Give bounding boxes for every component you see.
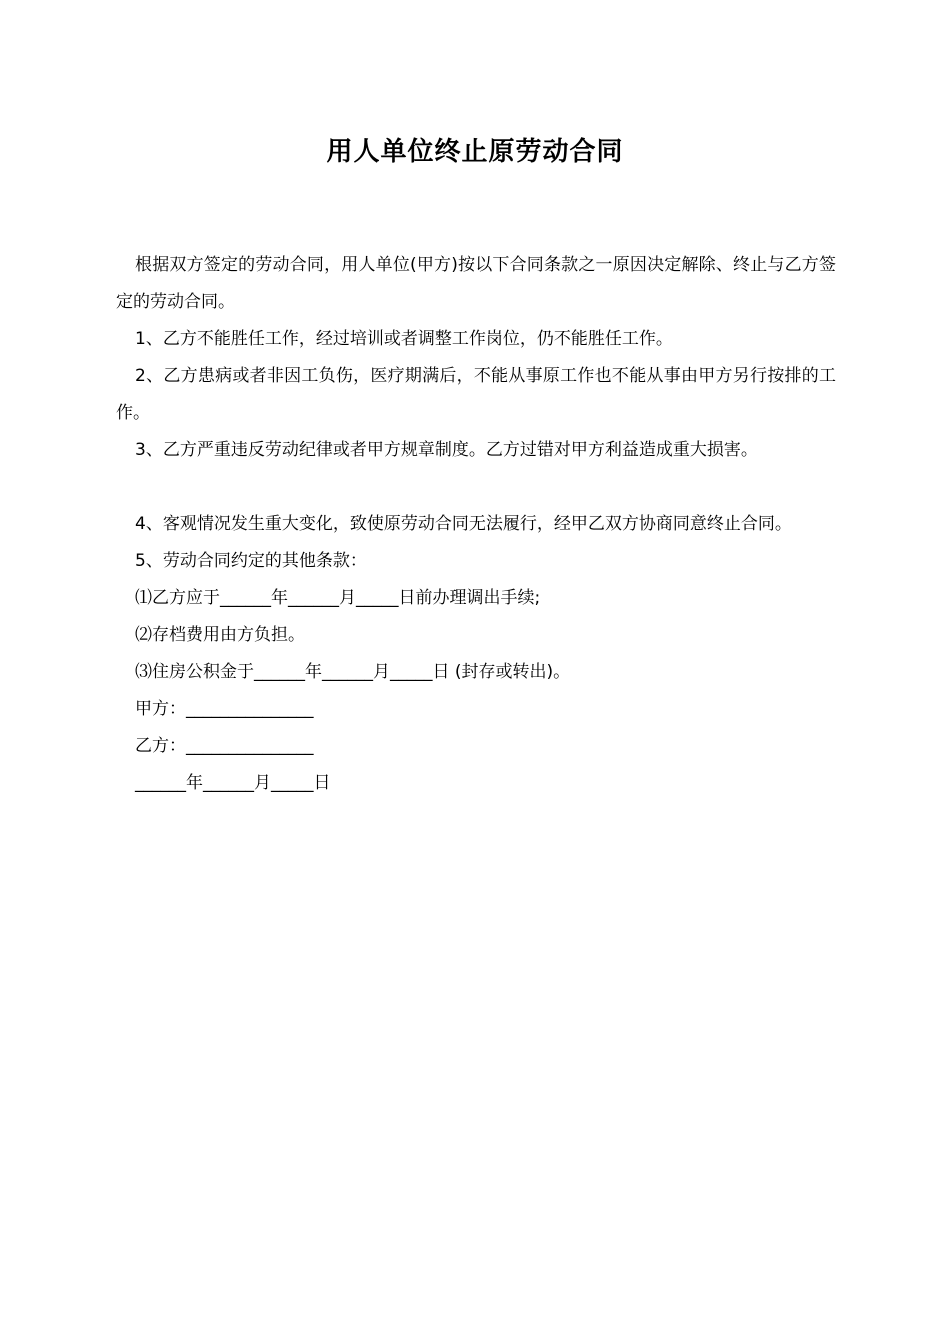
document-body	[116, 247, 836, 802]
subclause-2: ⑵存档费用由方负担。	[135, 625, 305, 645]
subclause-3: ⑶住房公积金于______年______月_____日 (封存或转出)。	[135, 662, 571, 682]
clause-4: 4、客观情况发生重大变化，致使原劳动合同无法履行，经甲乙双方协商同意终止合同。	[135, 514, 792, 534]
subclause-1: ⑴乙方应于______年______月_____日前办理调出手续;	[135, 588, 541, 608]
signature-date: ______年______月_____日	[135, 773, 331, 793]
clause-3: 3、乙方严重违反劳动纪律或者甲方规章制度。乙方过错对甲方利益造成重大损害。	[135, 440, 758, 460]
clause-5: 5、劳动合同约定的其他条款：	[135, 551, 367, 571]
document-title: 用人单位终止原劳动合同	[326, 137, 624, 167]
signature-party-a: 甲方：_______________	[135, 699, 314, 719]
blank-line	[116, 469, 836, 506]
clause-2: 2、乙方患病或者非因工负伤，医疗期满后，不能从事原工作也不能从事由甲方另行按排的工作。	[116, 366, 836, 423]
intro-paragraph: 根据双方签定的劳动合同，用人单位(甲方)按以下合同条款之一原因决定解除、终止与乙方签定的劳动合同。	[116, 255, 836, 312]
clause-1: 1、乙方不能胜任工作，经过培训或者调整工作岗位，仍不能胜任工作。	[135, 329, 673, 349]
signature-party-b: 乙方：_______________	[135, 736, 314, 756]
